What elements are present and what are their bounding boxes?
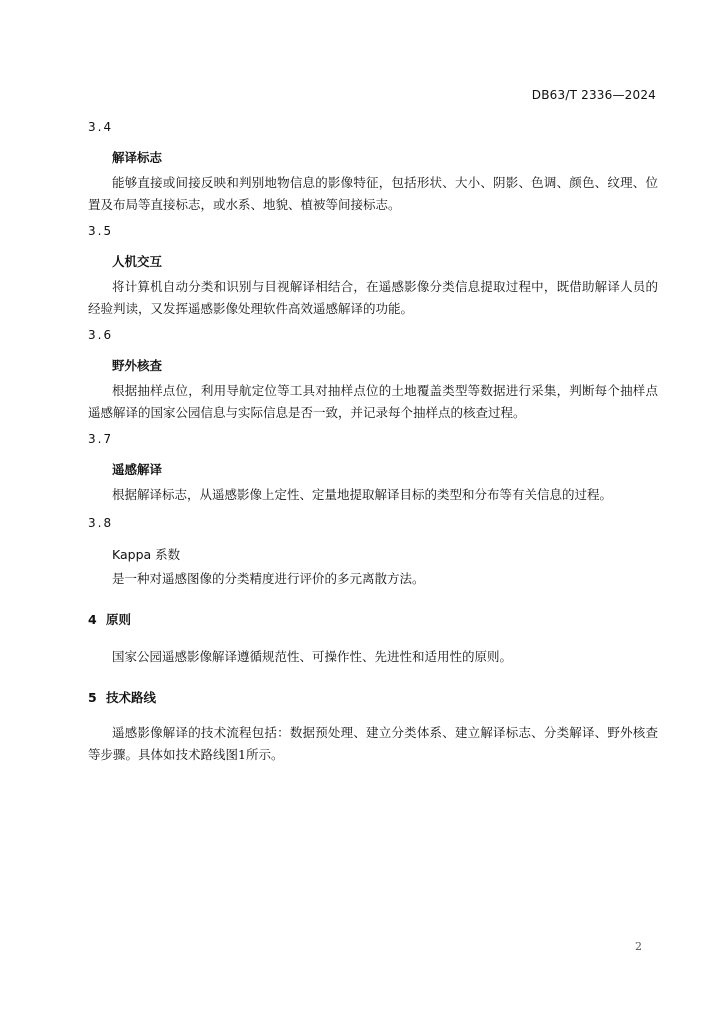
chapter-text: 遥感影像解译的技术流程包括：数据预处理、建立分类体系、建立解译标志、分类解译、野外核查等步骤。具体如技术路线图1所示。 <box>88 725 658 762</box>
chapter-number: 5 <box>88 690 97 705</box>
clause-number: 3.6 <box>88 328 114 342</box>
clause-term: 野外核查 <box>112 358 163 373</box>
document-code: DB63/T 2336—2024 <box>531 88 656 102</box>
chapter-heading <box>88 610 131 628</box>
clause-number: 3.4 <box>88 120 114 134</box>
chapter-heading <box>88 688 156 706</box>
clause-number: 3.7 <box>88 432 114 446</box>
clause-definition: 根据解译标志，从遥感影像上定性、定量地提取解译目标的类型和分布等有关信息的过程。 <box>112 487 613 502</box>
clause-definition: 将计算机自动分类和识别与目视解译相结合，在遥感影像分类信息提取过程中，既借助解译人员的经验判读，又发挥遥感影像处理软件高效遥感解译的功能。 <box>88 279 658 316</box>
page-number: 2 <box>635 940 642 953</box>
clause-term: Kappa 系数 <box>112 547 181 562</box>
clause-term: 解译标志 <box>112 150 163 165</box>
clause-term: 人机交互 <box>112 254 163 269</box>
chapter-title: 原则 <box>106 612 132 627</box>
chapter-text: 国家公园遥感影像解译遵循规范性、可操作性、先进性和适用性的原则。 <box>112 649 513 664</box>
clause-number: 3.8 <box>88 516 114 530</box>
clause-definition: 能够直接或间接反映和判别地物信息的影像特征，包括形状、大小、阴影、色调、颜色、纹理、位置及布局等直接标志，或水系、地貌、植被等间接标志。 <box>88 175 658 212</box>
chapter-title: 技术路线 <box>106 690 157 705</box>
clause-definition: 是一种对遥感图像的分类精度进行评价的多元离散方法。 <box>112 571 425 586</box>
clause-term: 遥感解译 <box>112 462 163 477</box>
clause-number: 3.5 <box>88 224 114 238</box>
clause-definition: 根据抽样点位，利用导航定位等工具对抽样点位的土地覆盖类型等数据进行采集，判断每个抽样点遥感解译的国家公园信息与实际信息是否一致，并记录每个抽样点的核查过程。 <box>88 383 658 420</box>
chapter-number: 4 <box>88 612 97 627</box>
